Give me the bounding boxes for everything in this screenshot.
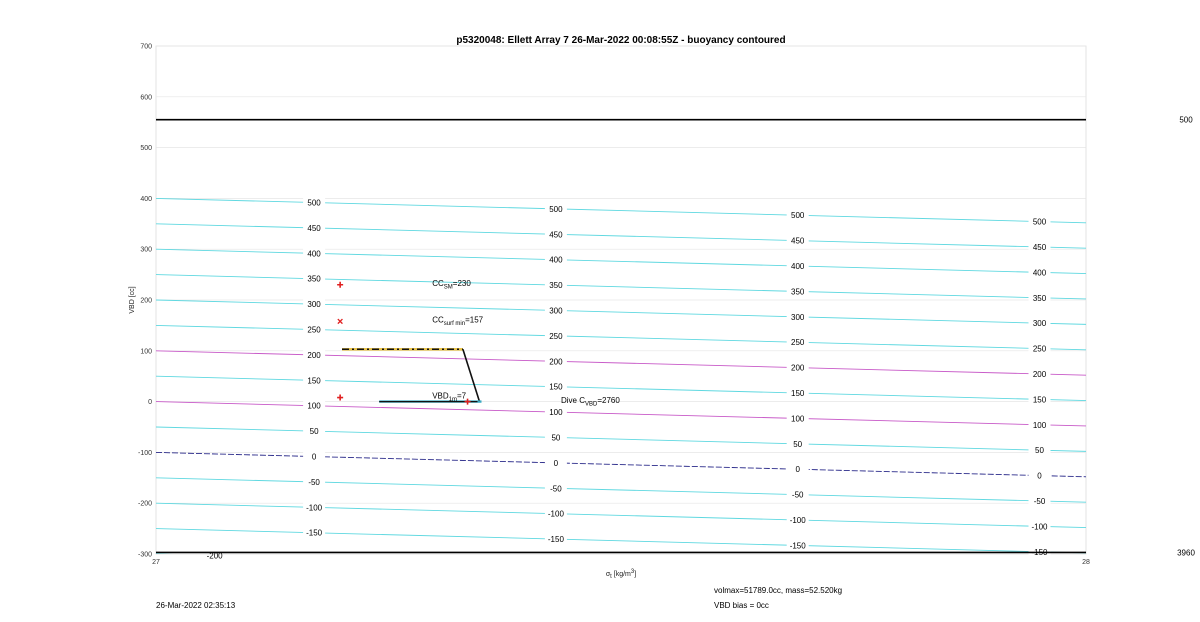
contour-label: -150 (547, 535, 564, 545)
contour-label: -150 (1031, 547, 1048, 557)
contour-label: 450 (791, 236, 805, 246)
y-tick-label: -100 (137, 449, 152, 457)
footer-volmax: volmax=51789.0cc, mass=52.520kg (714, 586, 843, 595)
footer-vbd-bias: VBD bias = 0cc (714, 601, 769, 610)
contour-label: 250 (791, 338, 805, 348)
limit-line-label: 500 (1179, 115, 1193, 125)
contour-label: 50 (1035, 446, 1044, 456)
contour-label: -100 (306, 503, 323, 513)
dive-cvbd-sub: VBD (585, 401, 598, 408)
contour-label: -150 (789, 541, 806, 551)
contour-label: 200 (549, 357, 563, 367)
y-tick-label: 700 (140, 43, 152, 51)
contour-label: -100 (1031, 522, 1048, 532)
contour-label: 300 (1032, 319, 1047, 329)
contour-label: 500 (1032, 217, 1047, 227)
marker-label-main: CC (432, 278, 444, 288)
x-axis-label (606, 569, 636, 580)
contour-label: 250 (307, 325, 321, 335)
contour-label: -50 (791, 490, 804, 500)
contour-label: 100 (549, 408, 563, 418)
contour-label: 450 (307, 223, 321, 233)
footer-timestamp: 26-Mar-2022 02:35:13 (156, 601, 236, 610)
contour-label: 100 (1032, 420, 1047, 430)
contour-label: 250 (549, 331, 563, 341)
contour-label: 0 (795, 465, 800, 475)
y-tick-label: 0 (148, 399, 152, 407)
contour-label: 300 (307, 300, 321, 310)
y-tick-label: 100 (140, 348, 152, 356)
y-tick-labels (138, 44, 152, 559)
contour-label: 400 (1032, 268, 1047, 278)
contour-label: 0 (311, 452, 317, 462)
contour-label: 150 (1032, 395, 1047, 405)
contour-label: -50 (308, 477, 320, 487)
contour-label: 100 (307, 401, 321, 411)
contour-label: 500 (549, 204, 563, 214)
x-axis-label-close: ] (634, 571, 637, 578)
contour-label: -100 (547, 509, 564, 519)
marker-label-main: CC (432, 315, 444, 325)
x-axis-label-main: σ (605, 571, 611, 578)
contour-label: 150 (791, 389, 805, 399)
x-tick-label: 28 (1082, 559, 1090, 566)
contour-label: 350 (307, 274, 321, 284)
marker-label-tail: =7 (457, 391, 467, 401)
x-axis-label-unit: [kg/m (611, 571, 631, 578)
contour-label: -50 (550, 484, 562, 494)
marker-label-sub: surf min (443, 320, 466, 327)
contour-label: -150 (306, 528, 323, 538)
contour-label: 50 (551, 433, 561, 443)
contour-label: -50 (1033, 496, 1046, 506)
contour-label: 250 (1032, 344, 1047, 354)
contour-label: 200 (307, 350, 321, 360)
contour-label: 100 (791, 414, 805, 424)
contour-label: 400 (307, 249, 321, 259)
y-tick-label: 500 (140, 145, 152, 153)
contour-label: -100 (789, 516, 806, 526)
x-axis-label-sub: t (610, 574, 612, 580)
contour-label: 0 (1037, 471, 1042, 481)
x-axis-label-sup: 3 (630, 569, 635, 575)
y-tick-label: 200 (140, 297, 152, 305)
y-tick-label: 300 (140, 246, 152, 254)
marker-label-main: VBD (432, 391, 449, 401)
contour-label: 500 (307, 198, 321, 208)
dive-cvbd-main: Dive C (561, 396, 586, 405)
contour-label: 450 (549, 230, 563, 240)
contour-label: 300 (791, 312, 805, 322)
contour-label: 50 (309, 427, 319, 437)
contour-label: 200 (791, 363, 805, 373)
contour-label: 450 (1032, 242, 1047, 252)
contour-label: 200 (1032, 369, 1047, 379)
contour-label: 400 (549, 255, 563, 265)
contour-label: 500 (791, 211, 805, 221)
contour-label: 150 (549, 382, 563, 392)
y-axis-label: VBD [cc] (129, 286, 136, 314)
dive-cvbd-tail: =2760 (597, 396, 620, 405)
chart-title: p5320048: Ellett Array 7 26-Mar-2022 00:08:55Z - buoyancy contoured (456, 35, 786, 46)
marker-label-tail: =230 (452, 278, 471, 288)
contour-label: 350 (791, 287, 805, 297)
y-tick-label: -300 (137, 551, 152, 559)
contour-label: 400 (791, 262, 805, 272)
x-tick-label: 27 (152, 559, 160, 566)
marker-label-tail: =157 (465, 315, 484, 325)
contour-label: -200 (206, 551, 223, 561)
y-tick-label: 600 (140, 94, 152, 102)
contour-label: 50 (793, 439, 803, 449)
marker-label-sub: SM (443, 284, 453, 291)
y-tick-label: 400 (140, 195, 152, 203)
y-tick-label: -200 (137, 500, 152, 508)
contour-label: 300 (549, 306, 563, 316)
contour-label: 350 (549, 281, 563, 291)
contour-label: 0 (553, 458, 559, 468)
contour-label: 150 (307, 376, 321, 386)
marker-label-sub: 1m (448, 397, 458, 404)
limit-line-label: 3960 (1177, 548, 1195, 558)
x-tick-labels (152, 559, 1090, 566)
contour-label: 350 (1032, 293, 1047, 303)
